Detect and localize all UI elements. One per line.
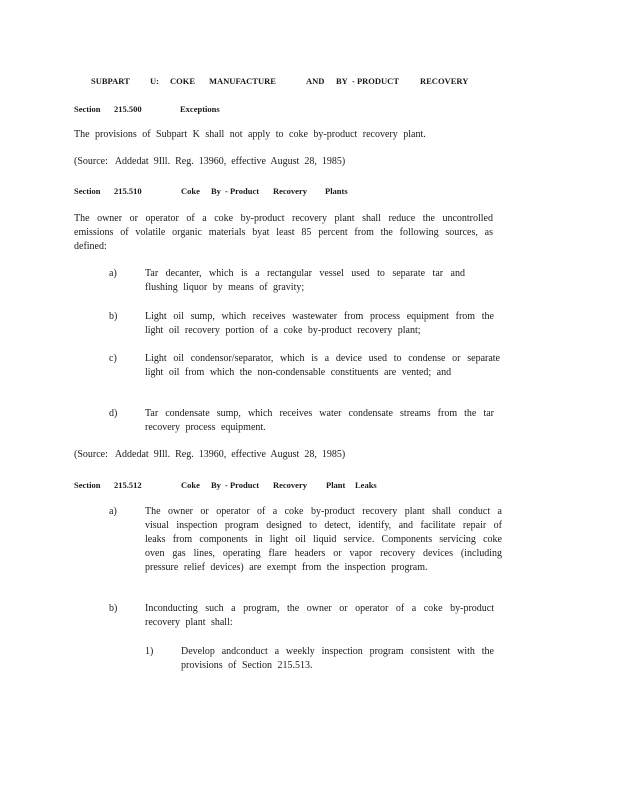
list-item-text: Light oil sump, which receives wastewater from process equipment from the light oil recovery portion of a coke by-product recovery plant; — [145, 311, 494, 336]
section-number: 215.500 — [114, 104, 142, 114]
section-heading-word: - Product — [225, 186, 260, 196]
list-item-label: c) — [109, 353, 117, 364]
list-item-text: Light oil condensor/separator, which is a device used to condense or separate light oil from which the non-condensable constituents are vented; and — [145, 353, 500, 378]
section-heading-word: By — [211, 480, 221, 490]
sub-list-item-label: 1) — [145, 646, 154, 657]
section-intro: The owner or operator of a coke by-product recovery plant shall reduce the uncontrolled emissions of volatile organic materials byat least 85 percent from the following sources, as defined: — [74, 213, 493, 252]
section-heading-word: Plants — [325, 186, 348, 196]
title-and: AND — [306, 76, 325, 86]
sub-list-item-text: Develop andconduct a weekly inspection program consistent with the provisions of Section 215.513. — [181, 646, 494, 671]
section-body: The provisions of Subpart K shall not apply to coke by-product recovery plant. — [74, 129, 426, 140]
section-heading-word: - Product — [225, 480, 260, 490]
section-heading-word: Recovery — [273, 186, 307, 196]
title-subpart: SUBPART — [91, 76, 130, 86]
section-heading-word: Leaks — [355, 480, 377, 490]
section-number: 215.512 — [114, 480, 142, 490]
list-item-text: Inconducting such a program, the owner or operator of a coke by-product recovery plant shall: — [145, 603, 494, 628]
section-heading-word: By — [211, 186, 221, 196]
section-label: Section — [74, 104, 101, 114]
title-letter: U: — [150, 76, 159, 86]
section-heading-word: Coke — [181, 480, 200, 490]
title-by: BY — [336, 76, 348, 86]
section-heading-word: Plant — [326, 480, 346, 490]
title-recovery: RECOVERY — [420, 76, 469, 86]
list-item-text: Tar condensate sump, which receives water condensate streams from the tar recovery process equipment. — [145, 408, 494, 433]
title-product: - PRODUCT — [352, 76, 399, 86]
list-item-label: a) — [109, 506, 117, 517]
list-item-text: Tar decanter, which is a rectangular vessel used to separate tar and flushing liquor by means of gravity; — [145, 268, 465, 293]
section-number: 215.510 — [114, 186, 142, 196]
section-label: Section — [74, 480, 101, 490]
list-item-label: b) — [109, 603, 118, 614]
list-item-text: The owner or operator of a coke by-product recovery plant shall conduct a visual inspection program designed to detect, identify, and facilitate repair of leaks from components in light oil liquid service. Components servicing coke oven gas lines, operating flare headers or vapor recovery devices (including pressure relief devices) are exempt from the inspection program. — [145, 506, 502, 573]
source-note: (Source: Addedat 9Ill. Reg. 13960, effective August 28, 1985) — [74, 449, 346, 460]
section-heading-word: Coke — [181, 186, 200, 196]
title-coke: COKE — [170, 76, 196, 86]
section-heading: Exceptions — [180, 104, 220, 114]
section-heading-word: Recovery — [273, 480, 307, 490]
list-item-label: d) — [109, 408, 118, 419]
list-item-label: a) — [109, 268, 117, 279]
list-item-label: b) — [109, 311, 118, 322]
section-label: Section — [74, 186, 101, 196]
source-note: (Source: Addedat 9Ill. Reg. 13960, effective August 28, 1985) — [74, 156, 346, 167]
title-manufacture: MANUFACTURE — [209, 76, 276, 86]
